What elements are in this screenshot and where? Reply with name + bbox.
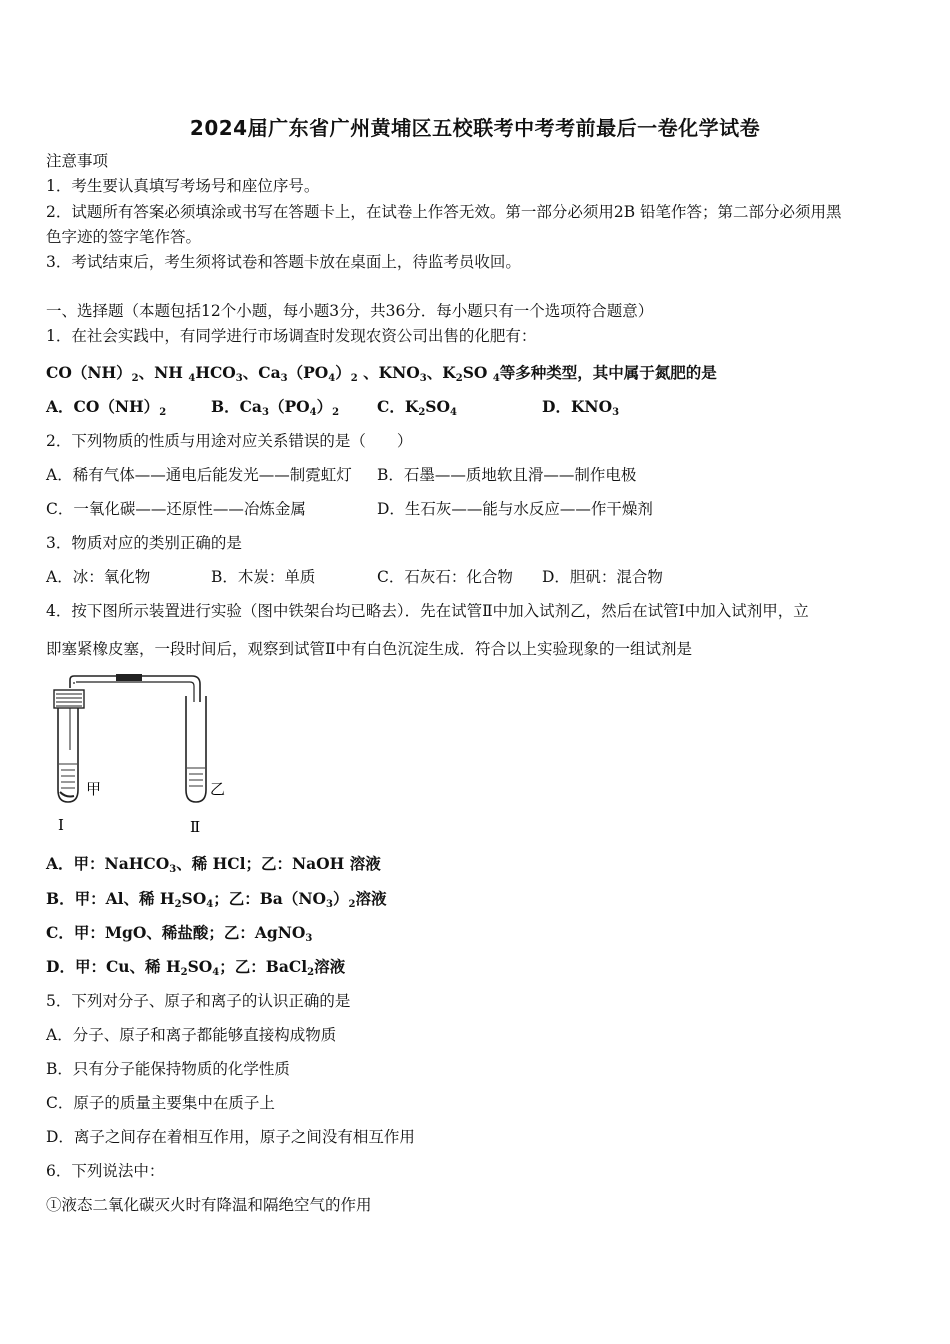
rubber-stopper xyxy=(54,690,84,708)
option-d: D．生石灰——能与水反应——作干燥剂 xyxy=(377,500,653,518)
question-2-options-row xyxy=(46,498,916,520)
question-6-stem: 6．下列说法中： xyxy=(46,1162,165,1180)
option-c: C．原子的质量主要集中在质子上 xyxy=(46,1094,275,1112)
section-heading: 一、选择题（本题包括12个小题，每小题3分，共36分．每小题只有一个选项符合题意） xyxy=(46,302,654,320)
notice-item: 3．考试结束后，考生须将试卷和答题卡放在桌面上，待监考员收回。 xyxy=(46,253,521,271)
question-2-options-row xyxy=(46,464,916,486)
option-c: C．$K_2SO_4$ xyxy=(377,397,457,418)
option-c: C．石灰石：化合物 xyxy=(377,568,513,586)
rubber-connector xyxy=(116,674,142,681)
option-b: B．只有分子能保持物质的化学性质 xyxy=(46,1060,290,1078)
label-tube-2: Ⅱ xyxy=(190,818,201,836)
option-a: A．冰：氧化物 xyxy=(46,568,151,586)
option-a: A．$CO(NH)_2$ xyxy=(46,397,167,418)
question-2-stem: 2．下列物质的性质与用途对应关系错误的是（ ） xyxy=(46,432,413,450)
question-1-formulas: $CO(NH)_2$、NH $_4HCO_3$、$Ca_3(PO_4)_2$ 、$KNO_3$、$K_2SO$ $_4$等多种类型，其中属于氮肥的是 xyxy=(46,363,717,384)
option-d: D．胆矾：混合物 xyxy=(542,568,663,586)
question-4-stem: 即塞紧橡皮塞，一段时间后，观察到试管Ⅱ中有白色沉淀生成．符合以上实验现象的一组试剂是 xyxy=(46,640,693,658)
label-yi: 乙 xyxy=(210,780,226,798)
question-4-option-a: A．甲：NaHCO$_3$、稀 HCl；乙：NaOH 溶液 xyxy=(46,854,381,875)
page-title: 2024届广东省广州黄埔区五校联考中考考前最后一卷化学试卷 xyxy=(189,116,761,140)
option-d: D．$KNO_3$ xyxy=(542,397,620,418)
notice-item: 色字迹的签字笔作答。 xyxy=(46,228,202,246)
notice-item: 2．试题所有答案必须填涂或书写在答题卡上，在试卷上作答无效。第一部分必须用2B 铅笔作答；第二部分必须用黑 xyxy=(46,203,842,221)
option-b: B．$Ca_3(PO_4)_2$ xyxy=(211,397,340,418)
label-tube-1: Ⅰ xyxy=(58,816,64,834)
label-jia: 甲 xyxy=(86,780,102,798)
notice-item: 1．考生要认真填写考场号和座位序号。 xyxy=(46,177,320,195)
question-4-option-c: C．甲：MgO、稀盐酸；乙：AgNO$_3$ xyxy=(46,923,313,944)
apparatus-diagram xyxy=(44,672,244,842)
notice-heading: 注意事项 xyxy=(46,152,109,170)
question-3-stem: 3．物质对应的类别正确的是 xyxy=(46,534,242,552)
option-a: A．分子、原子和离子都能够直接构成物质 xyxy=(46,1026,337,1044)
option-a: A．稀有气体——通电后能发光——制霓虹灯 xyxy=(46,466,352,484)
question-4-stem: 4．按下图所示装置进行实验（图中铁架台均已略去）．先在试管Ⅱ中加入试剂乙，然后在试管Ⅰ中加入试剂甲，立 xyxy=(46,602,809,620)
question-6-item: ①液态二氧化碳灭火时有降温和隔绝空气的作用 xyxy=(46,1196,372,1214)
question-1-stem: 1．在社会实践中，有同学进行市场调查时发现农资公司出售的化肥有： xyxy=(46,327,537,345)
question-4-option-b: B．甲：Al、稀 $H_2SO_4$；乙：$Ba(NO_3)_2$溶液 xyxy=(46,889,387,910)
option-b: B．石墨——质地软且滑——制作电极 xyxy=(377,466,637,484)
option-b: B．木炭：单质 xyxy=(211,568,316,586)
option-d: D．离子之间存在着相互作用，原子之间没有相互作用 xyxy=(46,1128,415,1146)
question-3-options xyxy=(46,566,916,588)
question-1-options xyxy=(46,396,916,418)
question-5-stem: 5．下列对分子、原子和离子的认识正确的是 xyxy=(46,992,351,1010)
question-4-option-d: D．甲：Cu、稀 $H_2SO_4$；乙：BaCl$_2$溶液 xyxy=(46,957,346,978)
option-c: C．一氧化碳——还原性——冶炼金属 xyxy=(46,500,306,518)
